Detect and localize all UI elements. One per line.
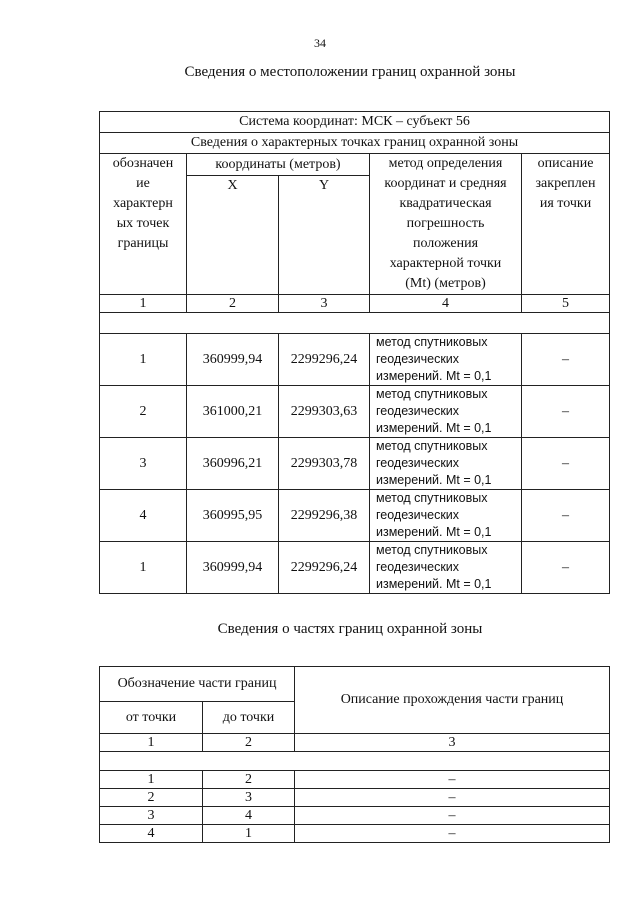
header-x: X xyxy=(187,176,279,295)
method-line: геодезических xyxy=(376,560,460,574)
header-description xyxy=(522,154,610,295)
boundary-parts-table xyxy=(99,666,610,843)
method-cell xyxy=(370,438,522,490)
method-cell xyxy=(370,490,522,542)
to-cell: 2 xyxy=(203,771,295,789)
y-cell: 2299296,24 xyxy=(279,542,370,594)
page-number: 34 xyxy=(314,36,326,50)
table-row xyxy=(100,438,610,490)
x-cell: 360999,94 xyxy=(187,542,279,594)
header-from: от точки xyxy=(100,702,203,734)
description-cell: – xyxy=(295,771,610,789)
header-to: до точки xyxy=(203,702,295,734)
method-line: измерений. Mt = 0,1 xyxy=(376,577,492,591)
table-row xyxy=(100,789,610,807)
description-cell: – xyxy=(522,334,610,386)
section-heading-parts: Сведения о частях границ охранной зоны xyxy=(217,621,483,637)
description-cell: – xyxy=(295,807,610,825)
table-row xyxy=(100,771,610,789)
blank-row xyxy=(100,752,610,771)
to-cell: 4 xyxy=(203,807,295,825)
header-method-line: характерной точки xyxy=(389,256,502,271)
description-cell: – xyxy=(522,386,610,438)
section-heading-boundaries: Сведения о местоположении границ охранной зоны xyxy=(184,64,516,80)
x-cell: 360996,21 xyxy=(187,438,279,490)
header-method-line: метод определения xyxy=(388,156,503,171)
method-line: метод спутниковых xyxy=(376,439,488,453)
table-row xyxy=(100,807,610,825)
method-line: геодезических xyxy=(376,456,460,470)
column-number: 4 xyxy=(370,295,522,313)
column-number: 2 xyxy=(203,734,295,752)
point-cell: 2 xyxy=(100,386,187,438)
header-designation-line: границы xyxy=(117,236,169,251)
header-method-line: положения xyxy=(412,236,479,251)
points-info-cell: Сведения о характерных точках границ охранной зоны xyxy=(100,133,610,154)
method-line: метод спутниковых xyxy=(376,491,488,505)
coordinate-system-row xyxy=(100,112,610,133)
from-cell: 4 xyxy=(100,825,203,843)
header-description-line: закреплен xyxy=(535,176,596,191)
header-description: Описание прохождения части границ xyxy=(295,667,610,734)
x-cell: 360999,94 xyxy=(187,334,279,386)
method-cell xyxy=(370,386,522,438)
y-cell: 2299296,24 xyxy=(279,334,370,386)
header-method-line: (Mt) (метров) xyxy=(405,276,486,291)
points-info-row xyxy=(100,133,610,154)
point-cell: 1 xyxy=(100,334,187,386)
table-row xyxy=(100,825,610,843)
header-part: Обозначение части границ xyxy=(100,667,295,702)
blank-cell xyxy=(100,752,610,771)
column-number: 1 xyxy=(100,734,203,752)
header-method-line: погрешность xyxy=(406,216,485,231)
to-cell: 3 xyxy=(203,789,295,807)
column-number: 3 xyxy=(295,734,610,752)
point-cell: 4 xyxy=(100,490,187,542)
header-designation-line: ых точек xyxy=(116,216,170,231)
method-line: метод спутниковых xyxy=(376,387,488,401)
x-cell: 360995,95 xyxy=(187,490,279,542)
table-row xyxy=(100,542,610,594)
method-line: измерений. Mt = 0,1 xyxy=(376,473,492,487)
method-line: метод спутниковых xyxy=(376,543,488,557)
header-coordinates: координаты (метров) xyxy=(187,154,370,176)
method-line: измерений. Mt = 0,1 xyxy=(376,421,492,435)
blank-cell xyxy=(100,313,610,334)
from-cell: 1 xyxy=(100,771,203,789)
header-method-line: координат и средняя xyxy=(384,176,507,191)
y-cell: 2299296,38 xyxy=(279,490,370,542)
description-cell: – xyxy=(295,789,610,807)
column-number: 5 xyxy=(522,295,610,313)
column-numbers-row xyxy=(100,734,610,752)
method-cell xyxy=(370,542,522,594)
table-row xyxy=(100,334,610,386)
table-row xyxy=(100,490,610,542)
header-designation-line: характерн xyxy=(113,196,173,211)
header-designation xyxy=(100,154,187,295)
method-line: геодезических xyxy=(376,404,460,418)
method-line: геодезических xyxy=(376,508,460,522)
header-designation-line: обозначен xyxy=(112,156,174,171)
header-description-line: ия точки xyxy=(539,196,592,211)
method-line: измерений. Mt = 0,1 xyxy=(376,525,492,539)
method-line: измерений. Mt = 0,1 xyxy=(376,369,492,383)
blank-row xyxy=(100,313,610,334)
header-row-1 xyxy=(100,667,610,702)
from-cell: 2 xyxy=(100,789,203,807)
method-line: геодезических xyxy=(376,352,460,366)
header-method xyxy=(370,154,522,295)
table-row xyxy=(100,386,610,438)
method-cell xyxy=(370,334,522,386)
column-numbers-row xyxy=(100,295,610,313)
description-cell: – xyxy=(522,490,610,542)
column-number: 1 xyxy=(100,295,187,313)
header-y: Y xyxy=(279,176,370,295)
header-description-line: описание xyxy=(537,156,594,171)
description-cell: – xyxy=(295,825,610,843)
y-cell: 2299303,63 xyxy=(279,386,370,438)
y-cell: 2299303,78 xyxy=(279,438,370,490)
from-cell: 3 xyxy=(100,807,203,825)
point-cell: 1 xyxy=(100,542,187,594)
column-number: 3 xyxy=(279,295,370,313)
header-method-line: квадратическая xyxy=(399,196,492,211)
header-designation-line: ие xyxy=(136,176,150,191)
description-cell: – xyxy=(522,438,610,490)
boundary-points-table xyxy=(99,111,610,594)
point-cell: 3 xyxy=(100,438,187,490)
method-line: метод спутниковых xyxy=(376,335,488,349)
header-row-1 xyxy=(100,154,610,176)
to-cell: 1 xyxy=(203,825,295,843)
x-cell: 361000,21 xyxy=(187,386,279,438)
coordinate-system-cell: Система координат: МСК – субъект 56 xyxy=(100,112,610,133)
column-number: 2 xyxy=(187,295,279,313)
description-cell: – xyxy=(522,542,610,594)
